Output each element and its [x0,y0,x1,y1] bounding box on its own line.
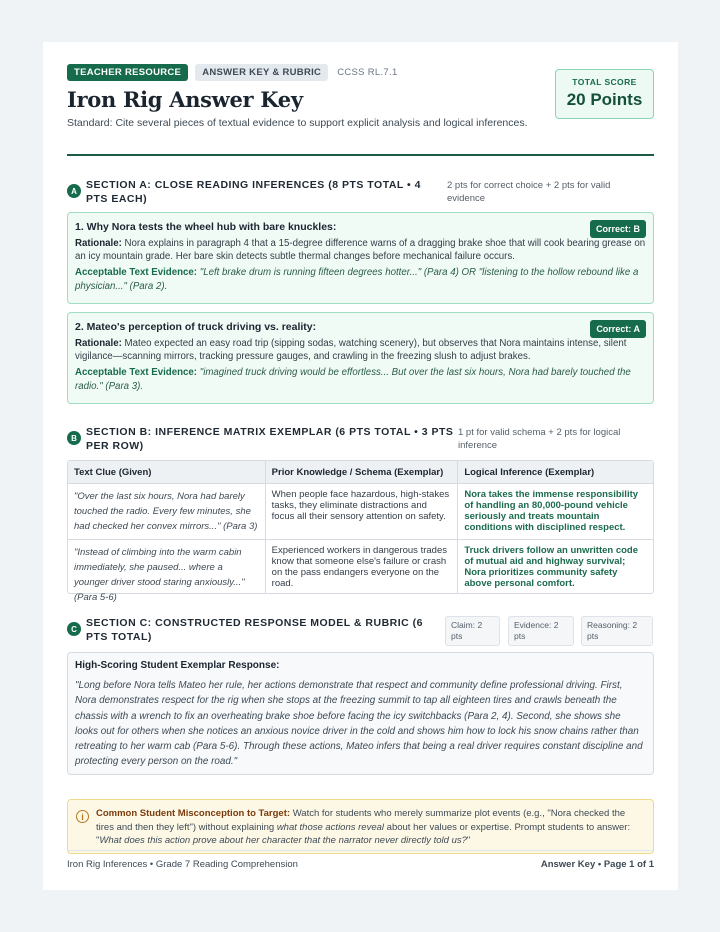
answer-key-badge: ANSWER KEY & RUBRIC [195,64,328,81]
teacher-resource-badge: TEACHER RESOURCE [67,64,188,81]
table-header-row [68,461,653,483]
evidence-label: Acceptable Text Evidence: [75,267,198,278]
misconception-body: about her values or expertise. Prompt students to answer: " [96,821,631,846]
info-icon: i [76,810,89,823]
rationale-label: Rationale: [75,238,122,249]
footer-page-number: Answer Key • Page 1 of 1 [540,859,654,870]
rubric-pill-reasoning: Reasoning: 2 pts [581,616,653,646]
section-c-title: SECTION C: CONSTRUCTED RESPONSE MODEL & RUBRIC (6 PTS TOTAL) [86,617,423,643]
prior-knowledge-cell: Experienced workers in dangerous trades know that someone else's failure or crash on the pass endangers everyone on the road. [265,540,458,593]
misconception-text [96,807,645,848]
logical-inference-cell: Truck drivers follow an unwritten code of mutual aid and highway survival; Nora prioritizes community safety above personal comfort. [457,540,653,593]
standard-code: CCSS RL.7.1 [337,67,398,78]
section-a-title: SECTION A: CLOSE READING INFERENCES (8 PTS TOTAL • 4 PTS EACH) [86,179,421,205]
answer-key-page [43,42,678,890]
question-1-correct-badge: Correct: B [590,220,646,238]
exemplar-response-box [67,652,654,775]
total-score-value: 20 Points [566,90,643,109]
question-1-rationale [75,237,646,263]
exemplar-title: High-Scoring Student Exemplar Response: [75,660,280,671]
section-b-marker: B [67,431,81,445]
total-score-box [555,69,654,119]
section-b-scoring-note: 1 pt for valid schema + 2 pts for logical inference [458,427,621,451]
column-header-text-clue: Text Clue (Given) [74,467,152,478]
question-2-rationale [75,337,646,363]
misconception-body: " [466,835,471,846]
question-2-correct-badge: Correct: A [590,320,646,338]
prior-knowledge-cell: When people face hazardous, high-stakes tasks, they eliminate distractions and focus all their sensory attention on safety. [265,484,458,539]
column-header-logical-inference: Logical Inference (Exemplar) [457,461,653,483]
question-card-1 [67,212,654,304]
section-a-header [67,178,654,208]
misconception-emphasis: what those actions reveal [276,821,385,833]
page-title: Iron Rig Answer Key [67,87,303,112]
evidence-label: Acceptable Text Evidence: [75,367,198,378]
evidence-text: "Left brake drum is running fifteen degrees hotter..." (Para 4) OR "listening to the hollow rebound like a physician..." (Para 2). [75,267,639,292]
question-2-title: 2. Mateo's perception of truck driving vs. reality: [75,321,317,333]
rubric-pill-evidence: Evidence: 2 pts [508,616,574,646]
question-2-evidence [75,366,646,394]
section-a-scoring-note: 2 pts for correct choice + 2 pts for valid evidence [447,180,611,204]
rationale-text: Mateo expected an easy road trip (sipping sodas, watching scenery), but observes that Nora maintains intense, silent vigilance—scanning mirrors, tracking pressure gauges, and crawling in the freezing slush to adjust brakes. [75,338,627,362]
rubric-pill-claim: Claim: 2 pts [445,616,500,646]
inference-matrix-table [67,460,654,603]
question-1-evidence [75,266,646,294]
section-c-header [67,616,654,646]
page-footer [67,850,654,870]
total-score-label: TOTAL SCORE [572,77,637,87]
evidence-text: "imagined truck driving would be effortless... But over the last six hours, Nora had barely touched the radio." (Para 3). [75,367,631,392]
question-1-title: 1. Why Nora tests the wheel hub with bare knuckles: [75,221,337,233]
text-clue-cell: "Instead of climbing into the warm cabin immediately, she paused... where a younger driver stood staring anxiously..." (Para 5-6) [74,547,245,603]
misconception-prompt: What does this action prove about her character that the narrator never directly told us? [99,835,467,846]
column-header-prior-knowledge: Prior Knowledge / Schema (Exemplar) [265,461,458,483]
misconception-label: Common Student Misconception to Target: [96,808,291,819]
table-row [68,539,653,603]
section-c-marker: C [67,622,81,636]
section-a-marker: A [67,184,81,198]
standard-text: Standard: Cite several pieces of textual evidence to support explicit analysis and logical inferences. [67,117,528,129]
logical-inference-cell: Nora takes the immense responsibility of handling an 80,000-pound vehicle seriously and treats mountain conditions with disciplined respect. [457,484,653,539]
misconception-callout [67,799,654,854]
misconception-body: Watch for students who merely summarize plot events (e.g., "Nora checked the tires and then they left") without explaining [96,808,626,833]
section-b-header [67,425,654,455]
exemplar-response-text: "Long before Nora tells Mateo her rule, her actions demonstrate that respect and community define professional driving. First, Nora demonstrates respect for the rig when she stops at the freezing summit to tap all eighteen tires and crawls beneath the chassis with a wrench to fix an overheating brake shoe before facing the icy switchbacks (Para 2, 4). Second, she shows she looks out for others when she notices an anxious novice driver in the cold and shows him how to lock his snow chains rather than retreating to her warm cab (Para 5-6). Through these actions, Mateo infers that being a real driver requires constant discipline and protecting every person on the road." [75,680,643,768]
question-card-2 [67,312,654,404]
page-header [67,64,654,156]
table-row [68,483,653,539]
rationale-text: Nora explains in paragraph 4 that a 15-degree difference warns of a dragging brake shoe that will cook bearing grease on an icy mountain grade. Her bare skin detects subtle thermal changes before mechanical failure occurs. [75,238,646,262]
rationale-label: Rationale: [75,338,122,349]
section-b-title: SECTION B: INFERENCE MATRIX EXEMPLAR (6 PTS TOTAL • 3 PTS PER ROW) [86,426,454,452]
text-clue-cell: "Over the last six hours, Nora had barely touched the radio. Every few minutes, she had checked her convex mirrors..." (Para 3) [74,491,258,532]
footer-left-text: Iron Rig Inferences • Grade 7 Reading Comprehension [67,859,298,870]
